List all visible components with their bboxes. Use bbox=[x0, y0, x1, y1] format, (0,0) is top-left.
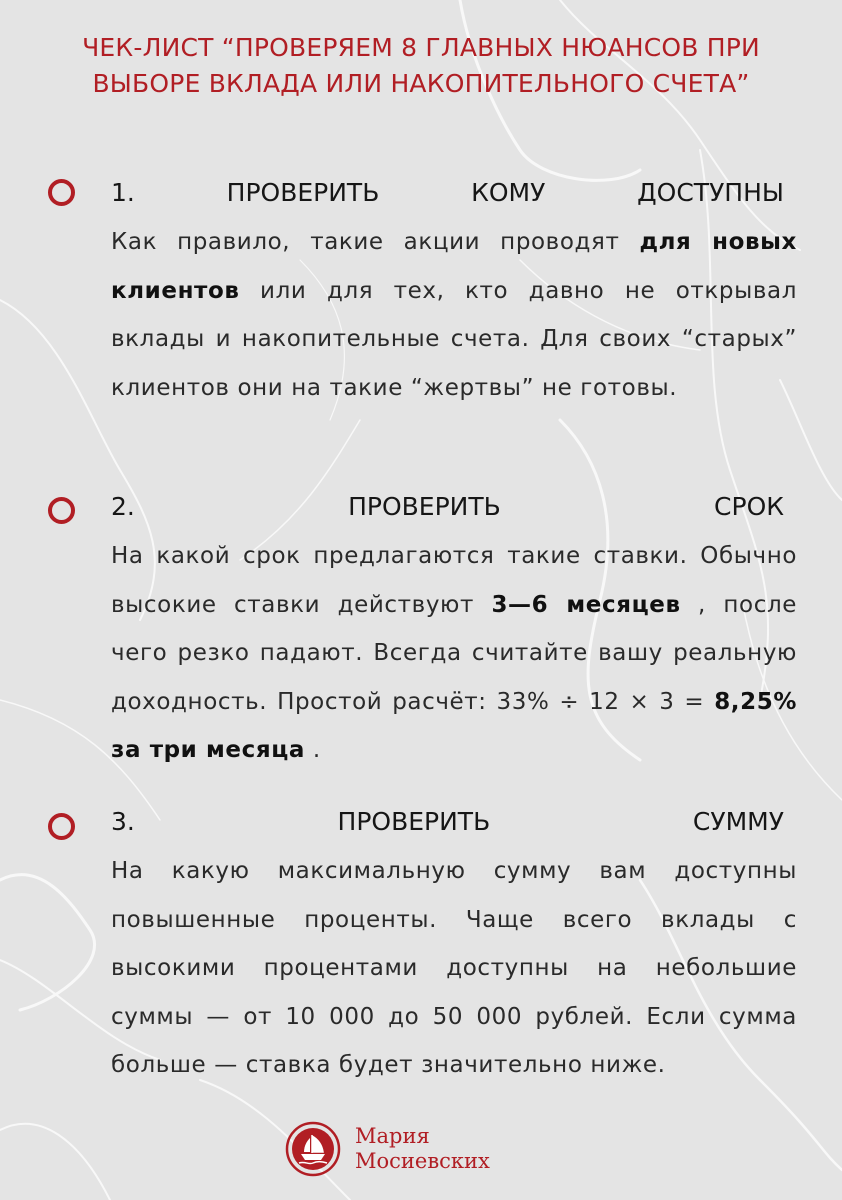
body-emphasis: 8,25% за три месяца bbox=[111, 688, 797, 763]
checkbox-circle-icon[interactable] bbox=[48, 179, 75, 206]
item-heading bbox=[111, 490, 784, 524]
body-text: Как правило, такие акции проводят bbox=[111, 229, 640, 255]
body-emphasis: для новых клиентов bbox=[111, 229, 797, 304]
page-title: ЧЕК-ЛИСТ “ПРОВЕРЯЕМ 8 ГЛАВНЫХ НЮАНСОВ ПРИ ВЫБОРЕ ВКЛАДА ИЛИ НАКОПИТЕЛЬНОГО СЧЕТА” bbox=[82, 33, 760, 98]
body-text: или для тех, кто давно не открывал вклады и накопительные счета. Для своих “старых” клиентов они на такие “жертвы” не готовы. bbox=[111, 277, 797, 401]
heading-word: ДОСТУПНЫ bbox=[637, 178, 784, 207]
heading-word: 1. bbox=[111, 178, 135, 207]
heading-word: 3. bbox=[111, 807, 135, 836]
heading-word: ПРОВЕРИТЬ bbox=[337, 807, 491, 836]
body-text: . bbox=[304, 737, 321, 763]
body-text: На какой срок предлагаются такие ставки. Обычно высокие ставки действуют bbox=[111, 543, 797, 618]
item-body bbox=[111, 218, 797, 412]
ship-logo-icon bbox=[285, 1121, 341, 1177]
checkbox-circle-icon[interactable] bbox=[48, 813, 75, 840]
logo-text bbox=[355, 1124, 490, 1174]
logo-line-2: Мосиевских bbox=[355, 1149, 490, 1173]
heading-word: 2. bbox=[111, 492, 135, 521]
heading-word: СУММУ bbox=[692, 807, 784, 836]
body-emphasis: 3—6 месяцев bbox=[491, 591, 681, 618]
checkbox-circle-icon[interactable] bbox=[48, 497, 75, 524]
heading-word: СРОК bbox=[714, 492, 784, 521]
heading-word: ПРОВЕРИТЬ bbox=[348, 492, 501, 521]
author-logo bbox=[285, 1117, 545, 1181]
logo-line-1: Мария bbox=[355, 1124, 430, 1148]
item-heading bbox=[111, 805, 784, 839]
heading-word: ПРОВЕРИТЬ bbox=[226, 178, 380, 207]
item-body bbox=[111, 532, 797, 775]
item-heading bbox=[111, 176, 784, 210]
item-body bbox=[111, 847, 797, 1090]
body-text: На какую максимальную сумму вам доступны повышенные проценты. Чаще всего вклады с высокими процентами доступны на небольшие суммы — от 10 000 до 50 000 рублей. Если сумма больше — ставка будет значительно ниже. bbox=[111, 858, 797, 1078]
body-text: , после чего резко падают. Всегда считайте вашу реальную доходность. Простой расчёт: 33% ÷ 12 × 3 = bbox=[111, 591, 798, 715]
heading-word: КОМУ bbox=[471, 178, 546, 207]
